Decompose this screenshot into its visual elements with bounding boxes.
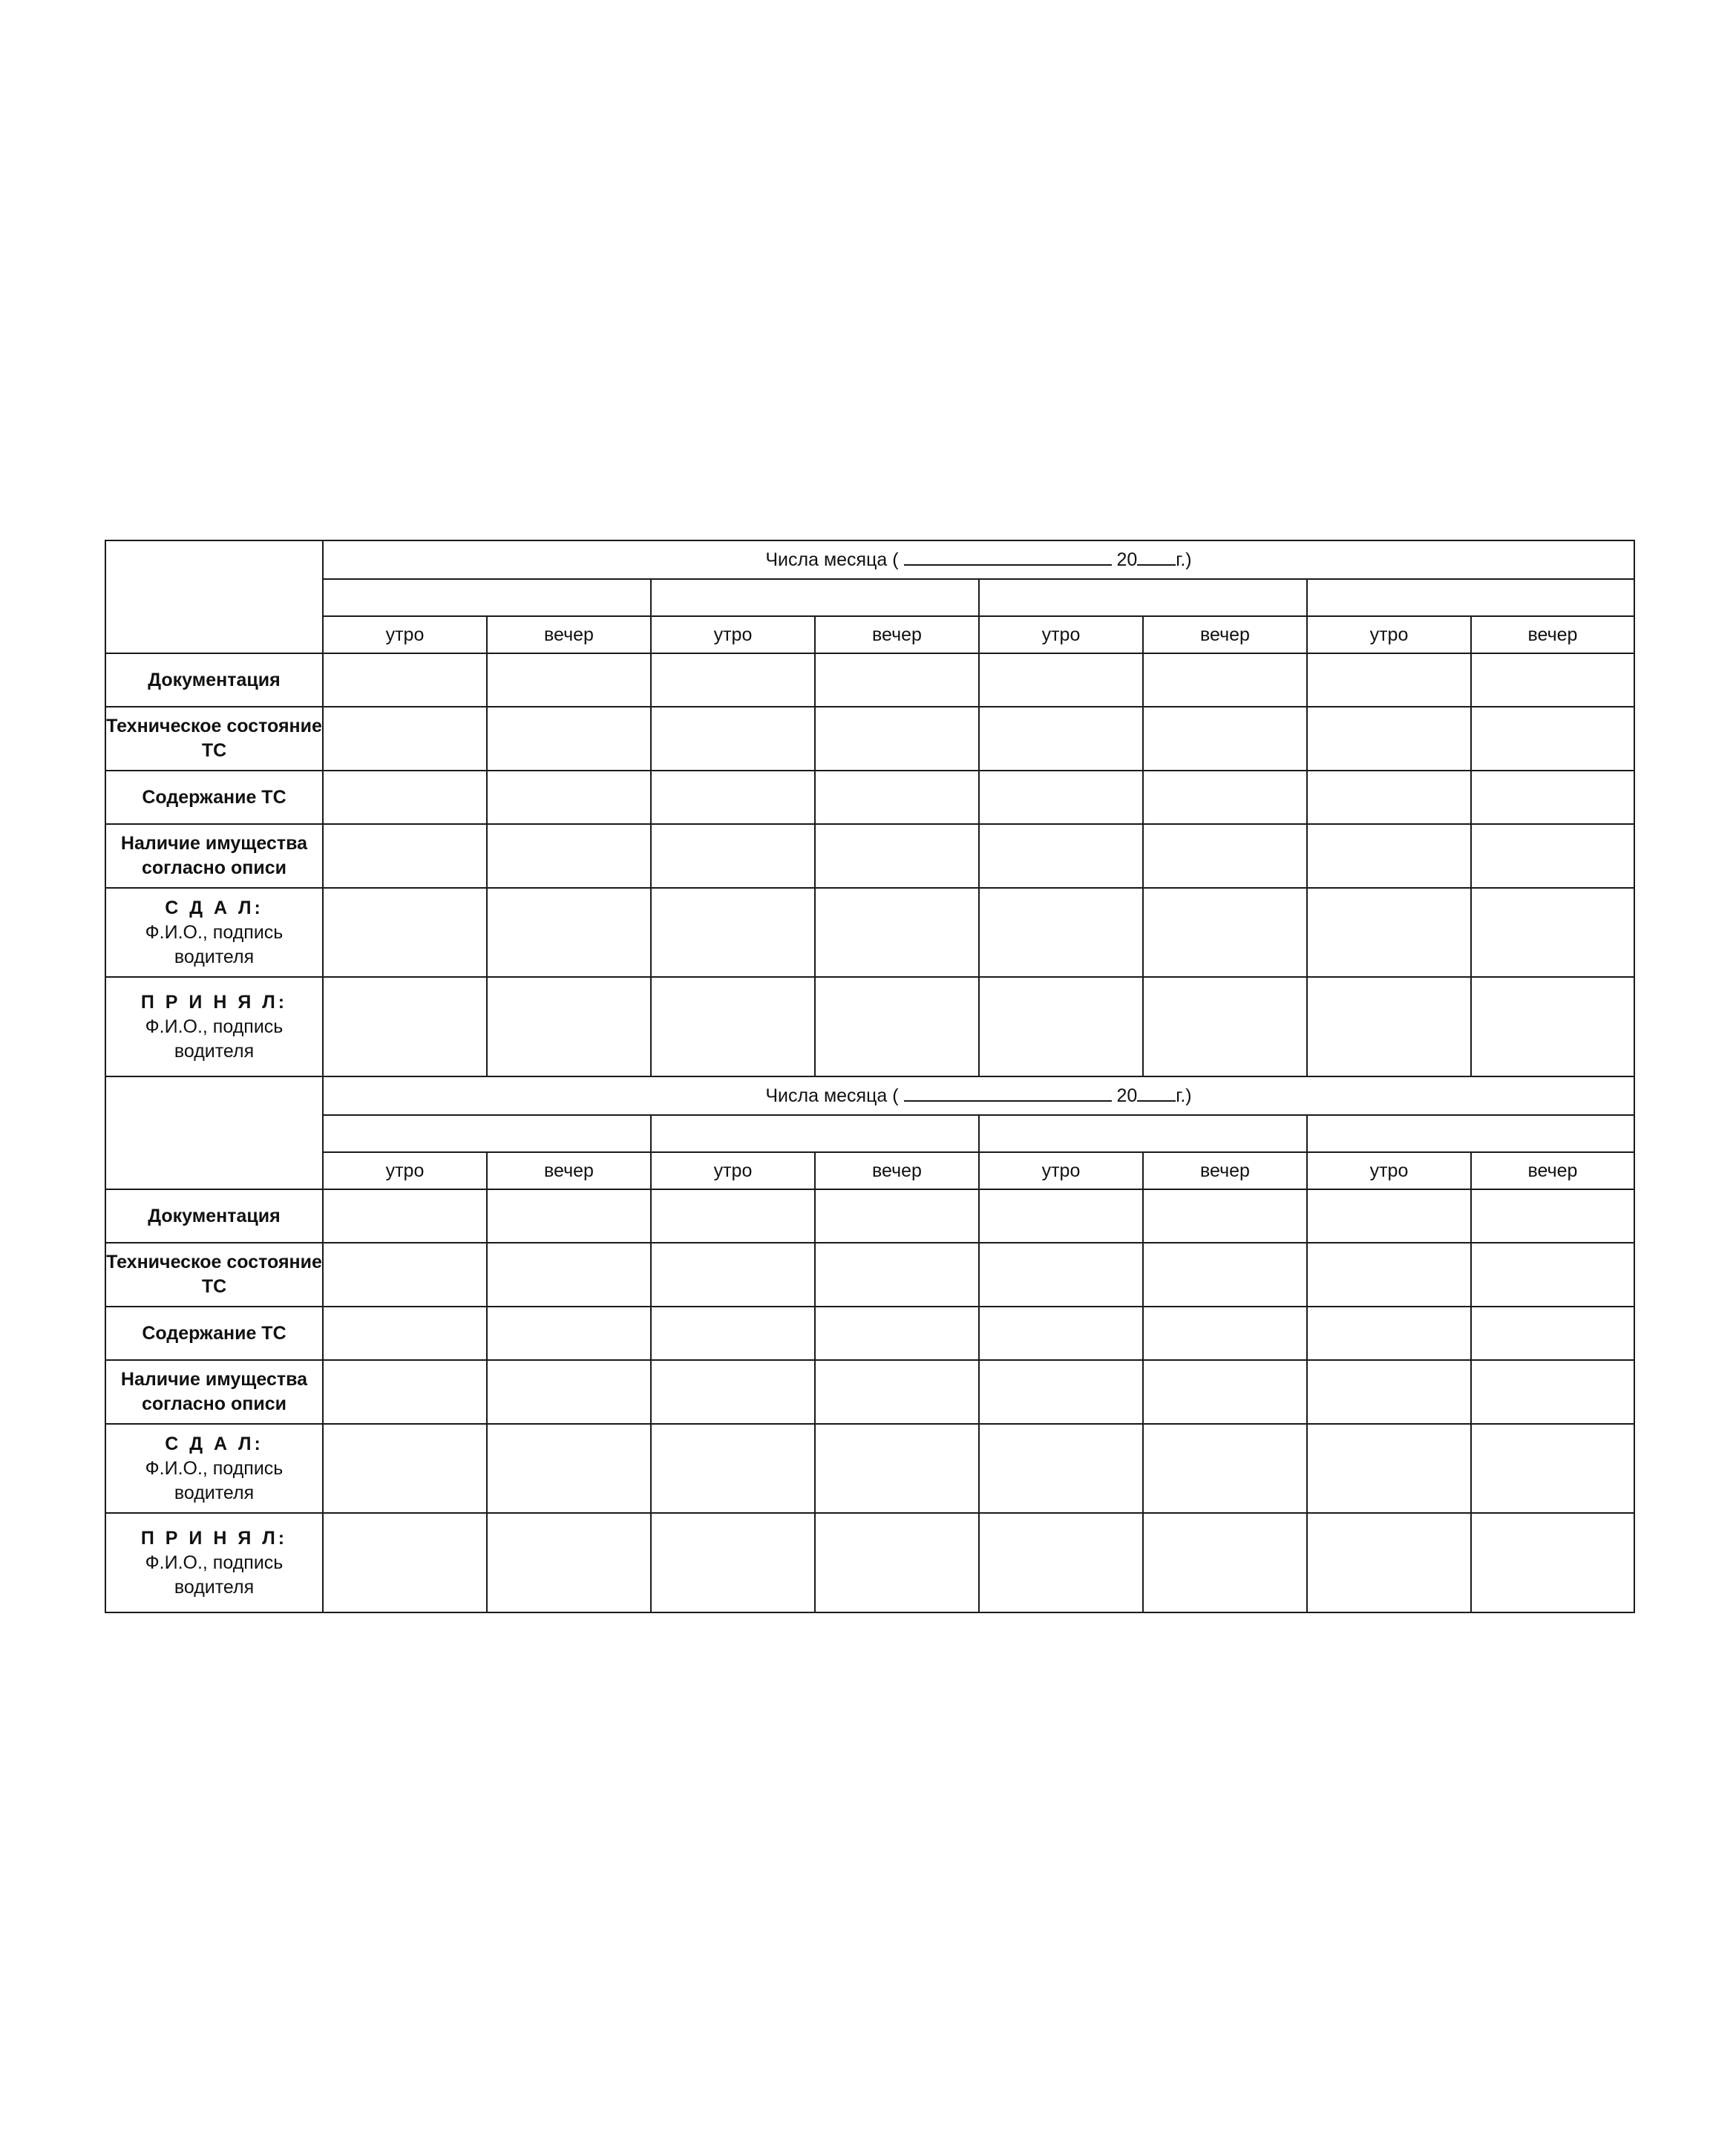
entry-cell[interactable] — [487, 1360, 651, 1424]
day-number-cell[interactable] — [979, 1115, 1307, 1152]
row-label-tech: Техническое состояние ТС — [105, 707, 323, 771]
title-suffix: г.) — [1176, 549, 1192, 570]
entry-cell[interactable] — [1143, 977, 1307, 1076]
entry-cell[interactable] — [487, 977, 651, 1076]
entry-cell[interactable] — [979, 977, 1143, 1076]
entry-cell[interactable] — [1307, 707, 1471, 771]
entry-cell[interactable] — [651, 653, 815, 707]
entry-cell[interactable] — [323, 1360, 487, 1424]
entry-cell[interactable] — [1307, 977, 1471, 1076]
row-label-head: П Р И Н Я Л: — [140, 991, 288, 1013]
row-label-content: Содержание ТС — [105, 1307, 323, 1360]
row-label-sub: Ф.И.О., подпись водителя — [145, 1552, 284, 1598]
entry-cell[interactable] — [979, 1360, 1143, 1424]
shift-morning: утро — [1307, 1152, 1471, 1189]
entry-cell[interactable] — [1471, 1189, 1634, 1243]
row-tech — [105, 707, 1634, 771]
day-number-cell[interactable] — [1307, 579, 1634, 616]
day-number-cell[interactable] — [323, 1115, 651, 1152]
entry-cell[interactable] — [1307, 824, 1471, 888]
entry-cell[interactable] — [979, 771, 1143, 824]
row-label-head: П Р И Н Я Л: — [140, 1527, 288, 1549]
entry-cell[interactable] — [1307, 1243, 1471, 1307]
entry-cell[interactable] — [323, 824, 487, 888]
entry-cell[interactable] — [323, 1513, 487, 1612]
row-tech — [105, 1243, 1634, 1307]
entry-cell[interactable] — [487, 707, 651, 771]
entry-cell[interactable] — [1143, 824, 1307, 888]
entry-cell[interactable] — [1307, 771, 1471, 824]
entry-cell[interactable] — [979, 888, 1143, 977]
entry-cell[interactable] — [487, 653, 651, 707]
entry-cell[interactable] — [815, 1424, 979, 1513]
month-dates-title — [323, 540, 1634, 579]
entry-cell[interactable] — [487, 1513, 651, 1612]
entry-cell[interactable] — [1307, 1189, 1471, 1243]
shift-evening: вечер — [487, 616, 651, 653]
title-year-prefix: 20 — [1111, 549, 1138, 570]
entry-cell[interactable] — [1307, 1513, 1471, 1612]
entry-cell[interactable] — [651, 771, 815, 824]
year-fill-line[interactable] — [1137, 548, 1176, 566]
day-number-cell[interactable] — [323, 579, 651, 616]
shift-evening: вечер — [815, 616, 979, 653]
entry-cell[interactable] — [815, 653, 979, 707]
entry-cell[interactable] — [323, 1424, 487, 1513]
day-number-cell[interactable] — [979, 579, 1307, 616]
row-inventory — [105, 1360, 1634, 1424]
row-content — [105, 771, 1634, 824]
entry-cell[interactable] — [815, 824, 979, 888]
entry-cell[interactable] — [1143, 1360, 1307, 1424]
row-label-handed — [105, 888, 323, 977]
shift-evening: вечер — [815, 1152, 979, 1189]
header-row-title — [105, 540, 1634, 579]
entry-cell[interactable] — [1471, 707, 1634, 771]
row-inventory — [105, 824, 1634, 888]
day-number-cell[interactable] — [1307, 1115, 1634, 1152]
entry-cell[interactable] — [815, 771, 979, 824]
day-number-cell[interactable] — [651, 1115, 979, 1152]
entry-cell[interactable] — [979, 653, 1143, 707]
row-label-sub: Ф.И.О., подпись водителя — [145, 921, 284, 967]
month-fill-line[interactable] — [904, 548, 1112, 566]
entry-cell[interactable] — [323, 771, 487, 824]
entry-cell[interactable] — [815, 1513, 979, 1612]
header-row-days — [105, 579, 1634, 616]
entry-cell[interactable] — [651, 1360, 815, 1424]
entry-cell[interactable] — [651, 824, 815, 888]
row-label-content: Содержание ТС — [105, 771, 323, 824]
entry-cell[interactable] — [1471, 1424, 1634, 1513]
entry-cell[interactable] — [1143, 1424, 1307, 1513]
entry-cell[interactable] — [1143, 707, 1307, 771]
entry-cell[interactable] — [979, 1424, 1143, 1513]
entry-cell[interactable] — [651, 1424, 815, 1513]
entry-cell[interactable] — [323, 653, 487, 707]
month-dates-title — [323, 1076, 1634, 1115]
shift-morning: утро — [1307, 616, 1471, 653]
entry-cell[interactable] — [815, 707, 979, 771]
entry-cell[interactable] — [651, 707, 815, 771]
row-label-head: С Д А Л: — [165, 897, 263, 918]
entry-cell[interactable] — [323, 1307, 487, 1360]
title-suffix: г.) — [1176, 1085, 1192, 1106]
row-accepted — [105, 1513, 1634, 1612]
entry-cell[interactable] — [1143, 888, 1307, 977]
entry-cell[interactable] — [323, 1189, 487, 1243]
row-label-handed — [105, 1424, 323, 1513]
header-row-title — [105, 1076, 1634, 1115]
shift-evening: вечер — [1143, 616, 1307, 653]
day-number-cell[interactable] — [651, 579, 979, 616]
month-fill-line[interactable] — [904, 1084, 1112, 1102]
entry-cell[interactable] — [1307, 888, 1471, 977]
entry-cell[interactable] — [815, 977, 979, 1076]
entry-cell[interactable] — [487, 1189, 651, 1243]
entry-cell[interactable] — [815, 1307, 979, 1360]
shift-morning: утро — [323, 616, 487, 653]
entry-cell[interactable] — [651, 1243, 815, 1307]
title-prefix: Числа месяца ( — [765, 1085, 904, 1106]
entry-cell[interactable] — [1143, 771, 1307, 824]
shift-evening: вечер — [1471, 1152, 1634, 1189]
entry-cell[interactable] — [1471, 653, 1634, 707]
row-label-accepted — [105, 977, 323, 1076]
row-documentation — [105, 1189, 1634, 1243]
entry-cell[interactable] — [323, 707, 487, 771]
shift-morning: утро — [323, 1152, 487, 1189]
entry-cell[interactable] — [979, 1307, 1143, 1360]
row-label-tech: Техническое состояние ТС — [105, 1243, 323, 1307]
row-accepted — [105, 977, 1634, 1076]
entry-cell[interactable] — [1307, 1360, 1471, 1424]
entry-cell[interactable] — [323, 888, 487, 977]
entry-cell[interactable] — [1143, 1243, 1307, 1307]
entry-cell[interactable] — [1471, 1513, 1634, 1612]
shift-evening: вечер — [1143, 1152, 1307, 1189]
corner-cell — [105, 540, 323, 653]
entry-cell[interactable] — [815, 1360, 979, 1424]
row-label-sub: Ф.И.О., подпись водителя — [145, 1016, 284, 1062]
vehicle-handover-table — [105, 540, 1635, 1613]
entry-cell[interactable] — [651, 1189, 815, 1243]
entry-cell[interactable] — [487, 1424, 651, 1513]
row-label-head: С Д А Л: — [165, 1433, 263, 1454]
row-content — [105, 1307, 1634, 1360]
header-row-shifts — [105, 1152, 1634, 1189]
entry-cell[interactable] — [979, 824, 1143, 888]
entry-cell[interactable] — [487, 771, 651, 824]
row-label-accepted — [105, 1513, 323, 1612]
entry-cell[interactable] — [1471, 1243, 1634, 1307]
entry-cell[interactable] — [1471, 1307, 1634, 1360]
entry-cell[interactable] — [979, 1513, 1143, 1612]
entry-cell[interactable] — [1471, 824, 1634, 888]
entry-cell[interactable] — [1143, 1513, 1307, 1612]
entry-cell[interactable] — [1143, 653, 1307, 707]
entry-cell[interactable] — [1471, 977, 1634, 1076]
entry-cell[interactable] — [979, 707, 1143, 771]
entry-cell[interactable] — [815, 888, 979, 977]
entry-cell[interactable] — [815, 1243, 979, 1307]
entry-cell[interactable] — [1143, 1307, 1307, 1360]
entry-cell[interactable] — [651, 1513, 815, 1612]
entry-cell[interactable] — [1143, 1189, 1307, 1243]
entry-cell[interactable] — [1471, 771, 1634, 824]
entry-cell[interactable] — [651, 1307, 815, 1360]
entry-cell[interactable] — [487, 824, 651, 888]
title-prefix: Числа месяца ( — [765, 549, 904, 570]
row-label-inventory: Наличие имущества согласно описи — [105, 1360, 323, 1424]
shift-evening: вечер — [1471, 616, 1634, 653]
row-label-documentation: Документация — [105, 653, 323, 707]
entry-cell[interactable] — [323, 977, 487, 1076]
header-row-shifts — [105, 616, 1634, 653]
row-handed — [105, 888, 1634, 977]
row-label-inventory: Наличие имущества согласно описи — [105, 824, 323, 888]
year-fill-line[interactable] — [1137, 1084, 1176, 1102]
entry-cell[interactable] — [651, 977, 815, 1076]
shift-morning: утро — [651, 1152, 815, 1189]
entry-cell[interactable] — [1307, 1424, 1471, 1513]
corner-cell — [105, 1076, 323, 1189]
row-label-sub: Ф.И.О., подпись водителя — [145, 1457, 284, 1503]
row-label-documentation: Документация — [105, 1189, 323, 1243]
entry-cell[interactable] — [979, 1243, 1143, 1307]
entry-cell[interactable] — [1471, 1360, 1634, 1424]
entry-cell[interactable] — [651, 888, 815, 977]
title-year-prefix: 20 — [1111, 1085, 1138, 1106]
entry-cell[interactable] — [979, 1189, 1143, 1243]
entry-cell[interactable] — [1471, 888, 1634, 977]
entry-cell[interactable] — [487, 1307, 651, 1360]
shift-morning: утро — [979, 616, 1143, 653]
entry-cell[interactable] — [1307, 1307, 1471, 1360]
entry-cell[interactable] — [487, 888, 651, 977]
shift-morning: утро — [979, 1152, 1143, 1189]
entry-cell[interactable] — [487, 1243, 651, 1307]
entry-cell[interactable] — [815, 1189, 979, 1243]
entry-cell[interactable] — [323, 1243, 487, 1307]
entry-cell[interactable] — [1307, 653, 1471, 707]
header-row-days — [105, 1115, 1634, 1152]
row-handed — [105, 1424, 1634, 1513]
shift-morning: утро — [651, 616, 815, 653]
row-documentation — [105, 653, 1634, 707]
shift-evening: вечер — [487, 1152, 651, 1189]
